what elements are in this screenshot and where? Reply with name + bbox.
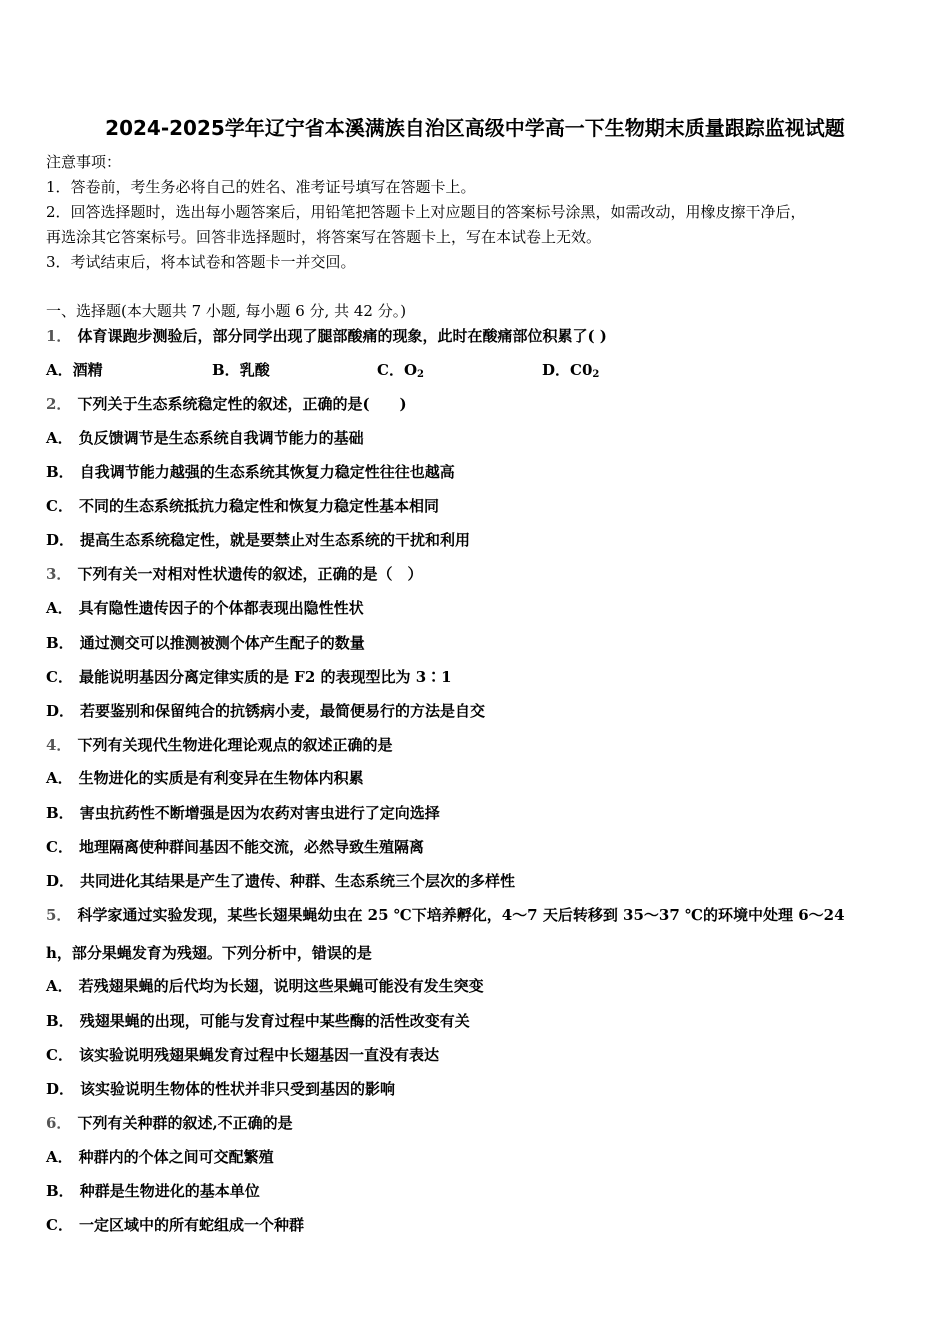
option-text: 生物进化的实质是有利变异在生物体内积累: [78, 769, 364, 787]
option-label: C．: [377, 361, 404, 379]
option-label: C．: [46, 668, 73, 686]
question-stem: 下列关于生态系统稳定性的叙述，正确的是( ): [77, 395, 407, 413]
option-text: 一定区域中的所有蛇组成一个种群: [78, 1216, 304, 1234]
question-4: [46, 735, 392, 755]
option-subscript: 2: [417, 369, 424, 380]
option-text: 具有隐性遗传因子的个体都表现出隐性性状: [78, 599, 364, 617]
option-text: 通过测交可以推测被测个体产生配子的数量: [79, 634, 365, 652]
option-text: 地理隔离使种群间基因不能交流，必然导致生殖隔离: [78, 838, 424, 856]
option-c: [46, 1215, 304, 1235]
option-d: [46, 871, 515, 891]
option-a: [46, 976, 484, 996]
option-text: 种群是生物进化的基本单位: [79, 1182, 260, 1200]
question-2: [46, 394, 407, 414]
option-label: C．: [46, 1216, 73, 1234]
question-5: [46, 905, 845, 925]
notice-heading: 注意事项：: [46, 153, 122, 171]
option-text: C0: [570, 361, 593, 379]
option-d: [46, 530, 470, 550]
option-text: O: [403, 361, 418, 379]
option-label: C．: [46, 497, 73, 515]
option-b: [46, 633, 365, 653]
option-text: 该实验说明残翅果蝇发育过程中长翅基因一直没有表达: [78, 1046, 439, 1064]
option-c: [46, 496, 439, 516]
option-label: D．: [46, 531, 75, 549]
option-a: [46, 768, 364, 788]
question-1-options: [46, 359, 746, 381]
option-label: A．: [46, 429, 73, 447]
option-a: [46, 1147, 274, 1167]
option-a: [46, 428, 364, 448]
question-stem: 下列有关现代生物进化理论观点的叙述正确的是: [77, 736, 393, 754]
question-number: 6．: [46, 1114, 72, 1132]
option-label: C．: [46, 1046, 73, 1064]
option-b: [46, 1011, 470, 1031]
question-number: 5．: [46, 906, 72, 924]
option-label: B．: [46, 463, 74, 481]
question-number: 4．: [46, 736, 72, 754]
option-label: D．: [542, 361, 571, 379]
option-text: 乳酸: [239, 361, 270, 379]
section-heading: 一、选择题(本大题共 7 小题, 每小题 6 分, 共 42 分。): [46, 302, 407, 320]
option-label: A．: [46, 361, 73, 379]
option-label: B．: [46, 1182, 74, 1200]
option-label: B．: [46, 634, 74, 652]
option-d: [542, 359, 599, 380]
option-text: 若要鉴别和保留纯合的抗锈病小麦，最简便易行的方法是自交: [80, 702, 486, 720]
notice-item: 1．答卷前，考生务必将自己的姓名、准考证号填写在答题卡上。: [46, 178, 476, 196]
option-text: 残翅果蝇的出现，可能与发育过程中某些酶的活性改变有关: [79, 1012, 470, 1030]
question-number: 2．: [46, 395, 72, 413]
question-5-continued: h，部分果蝇发育为残翅。下列分析中，错误的是: [46, 944, 372, 962]
option-label: C．: [46, 838, 73, 856]
option-c: [46, 837, 424, 857]
option-c: [377, 359, 424, 380]
question-number: 1．: [46, 327, 72, 345]
notice-item: 2．回答选择题时，选出每小题答案后，用铅笔把答题卡上对应题目的答案标号涂黑，如需改动，用橡皮擦干净后，: [46, 203, 806, 221]
option-text: 负反馈调节是生态系统自我调节能力的基础: [78, 429, 364, 447]
option-c: [46, 1045, 439, 1065]
notice-item: 3．考试结束后，将本试卷和答题卡一并交回。: [46, 253, 356, 271]
option-b: [46, 462, 455, 482]
option-text: 酒精: [72, 361, 103, 379]
question-1: [46, 326, 607, 346]
option-text: 该实验说明生物体的性状并非只受到基因的影响: [80, 1080, 396, 1098]
option-text: 害虫抗药性不断增强是因为农药对害虫进行了定向选择: [79, 804, 440, 822]
option-subscript: 2: [592, 369, 600, 380]
option-text: 最能说明基因分离定律实质的是 F2 的表现型比为 3∶1: [78, 668, 452, 686]
question-stem: 下列有关种群的叙述,不正确的是: [77, 1114, 293, 1132]
option-text: 自我调节能力越强的生态系统其恢复力稳定性往往也越高: [79, 463, 455, 481]
question-stem: 科学家通过实验发现，某些长翅果蝇幼虫在 25 ℃下培养孵化，4～7 天后转移到 35～37 ℃的环境中处理 6～24: [77, 906, 845, 924]
option-b: [46, 1181, 260, 1201]
question-number: 3．: [46, 565, 72, 583]
option-label: B．: [212, 361, 240, 379]
notice-item: 再选涂其它答案标号。回答非选择题时，将答案写在答题卡上，写在本试卷上无效。: [46, 228, 602, 246]
option-text: 不同的生态系统抵抗力稳定性和恢复力稳定性基本相同: [78, 497, 439, 515]
option-label: B．: [46, 804, 74, 822]
option-label: D．: [46, 1080, 75, 1098]
option-label: D．: [46, 702, 75, 720]
question-stem: 体育课跑步测验后，部分同学出现了腿部酸痛的现象，此时在酸痛部位积累了( ): [77, 327, 607, 345]
option-d: [46, 701, 485, 721]
page-title: 2024-2025学年辽宁省本溪满族自治区高级中学高一下生物期末质量跟踪监视试题: [105, 116, 845, 140]
option-label: A．: [46, 977, 73, 995]
question-stem: 下列有关一对相对性状遗传的叙述，正确的是（ ）: [77, 565, 423, 583]
option-b: [212, 359, 270, 380]
question-6: [46, 1113, 293, 1133]
option-text: 共同进化其结果是产生了遗传、种群、生态系统三个层次的多样性: [80, 872, 516, 890]
option-label: D．: [46, 872, 75, 890]
option-label: A．: [46, 599, 73, 617]
option-text: 若残翅果蝇的后代均为长翅，说明这些果蝇可能没有发生突变: [78, 977, 484, 995]
question-3: [46, 564, 422, 584]
option-label: B．: [46, 1012, 74, 1030]
option-c: [46, 667, 452, 687]
option-a: [46, 359, 103, 380]
option-label: A．: [46, 769, 73, 787]
option-a: [46, 598, 364, 618]
option-text: 提高生态系统稳定性，就是要禁止对生态系统的干扰和利用: [80, 531, 471, 549]
option-d: [46, 1079, 395, 1099]
option-text: 种群内的个体之间可交配繁殖: [78, 1148, 274, 1166]
option-b: [46, 803, 440, 823]
option-label: A．: [46, 1148, 73, 1166]
